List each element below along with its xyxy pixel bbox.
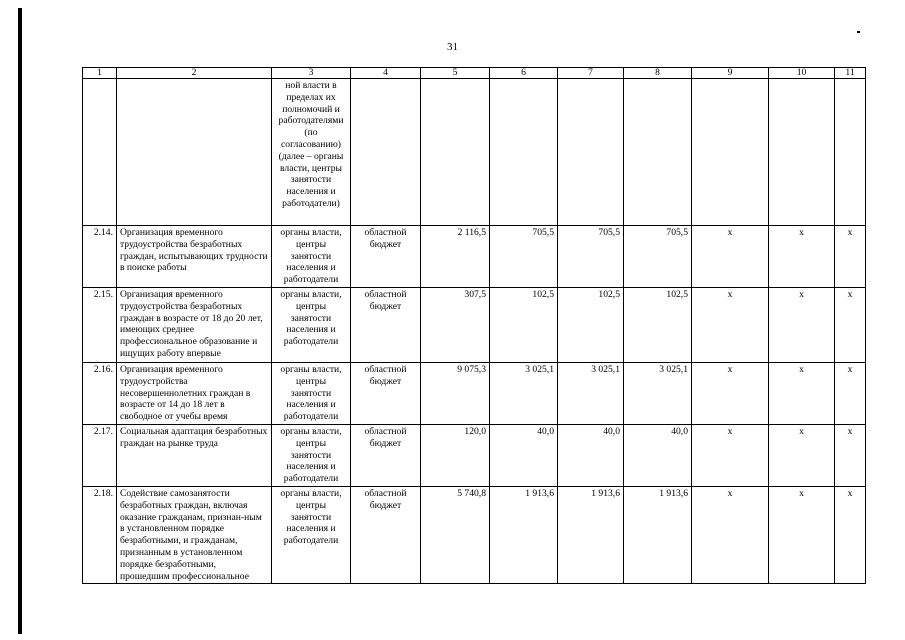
col11-cell: х: [835, 425, 866, 487]
measure-name-cell: Организация временного трудоустройства несовершеннолетних граждан в возрасте от 14 до 18 лет в свободное от учебы время: [117, 363, 272, 425]
total-amount-cell: 120,0: [421, 425, 490, 487]
table-row: [83, 288, 866, 363]
executor-cell: ной власти в пределах их полномочий и работодателями (по согласованию) (далее – органы власти, центры занятости населения и работодатели): [272, 79, 351, 226]
col10-cell: х: [769, 288, 835, 363]
year1-amount-cell: 40,0: [490, 425, 558, 487]
year1-amount-cell: 705,5: [490, 226, 558, 288]
year3-amount-cell: 40,0: [624, 425, 692, 487]
col11-cell: х: [835, 363, 866, 425]
header-cell: 5: [421, 68, 490, 79]
empty-cell: [558, 79, 624, 226]
row-number-cell: 2.15.: [83, 288, 117, 363]
header-cell: 11: [835, 68, 866, 79]
table-row: [83, 425, 866, 487]
col9-cell: х: [692, 487, 769, 584]
empty-cell: [83, 79, 117, 226]
total-amount-cell: 9 075,3: [421, 363, 490, 425]
table-row: [83, 363, 866, 425]
col10-cell: х: [769, 425, 835, 487]
empty-cell: [351, 79, 421, 226]
executor-cell: органы власти, центры занятости населения и работодатели: [272, 363, 351, 425]
scan-dot: [857, 31, 860, 33]
header-cell: 1: [83, 68, 117, 79]
table-row: [83, 487, 866, 584]
col11-cell: х: [835, 487, 866, 584]
header-cell: 9: [692, 68, 769, 79]
year2-amount-cell: 705,5: [558, 226, 624, 288]
header-cell: 6: [490, 68, 558, 79]
measure-name-cell: Содействие самозанятости безработных граждан, включая оказание гражданам, признан-ным в установленном порядке безработными, и гражданам, признанным в установленном порядке безработными, прошедшим профессиональное: [117, 487, 272, 584]
col9-cell: х: [692, 363, 769, 425]
page-number: 31: [447, 41, 458, 53]
row-number-cell: 2.16.: [83, 363, 117, 425]
program-table: [82, 67, 866, 584]
header-row: [83, 68, 866, 79]
year2-amount-cell: 1 913,6: [558, 487, 624, 584]
funding-source-cell: областной бюджет: [351, 425, 421, 487]
header-cell: 8: [624, 68, 692, 79]
col10-cell: х: [769, 363, 835, 425]
continuation-row: [83, 79, 866, 226]
year2-amount-cell: 40,0: [558, 425, 624, 487]
measure-name-cell: Организация временного трудоустройства безработных граждан в возрасте от 18 до 20 лет, имеющих среднее профессиональное образование и ищущих работу впервые: [117, 288, 272, 363]
executor-cell: органы власти, центры занятости населения и работодатели: [272, 487, 351, 584]
header-cell: 4: [351, 68, 421, 79]
year3-amount-cell: 3 025,1: [624, 363, 692, 425]
executor-cell: органы власти, центры занятости населения и работодатели: [272, 425, 351, 487]
year2-amount-cell: 3 025,1: [558, 363, 624, 425]
col9-cell: х: [692, 425, 769, 487]
empty-cell: [117, 79, 272, 226]
page-edge-bar: [18, 8, 22, 634]
year3-amount-cell: 705,5: [624, 226, 692, 288]
header-cell: 10: [769, 68, 835, 79]
col11-cell: х: [835, 288, 866, 363]
empty-cell: [835, 79, 866, 226]
year1-amount-cell: 1 913,6: [490, 487, 558, 584]
year3-amount-cell: 102,5: [624, 288, 692, 363]
col10-cell: х: [769, 226, 835, 288]
header-cell: 3: [272, 68, 351, 79]
empty-cell: [490, 79, 558, 226]
year1-amount-cell: 102,5: [490, 288, 558, 363]
total-amount-cell: 2 116,5: [421, 226, 490, 288]
empty-cell: [624, 79, 692, 226]
empty-cell: [769, 79, 835, 226]
col9-cell: х: [692, 226, 769, 288]
row-number-cell: 2.14.: [83, 226, 117, 288]
col9-cell: х: [692, 288, 769, 363]
empty-cell: [421, 79, 490, 226]
executor-cell: органы власти, центры занятости населения и работодатели: [272, 226, 351, 288]
header-cell: 2: [117, 68, 272, 79]
year2-amount-cell: 102,5: [558, 288, 624, 363]
row-number-cell: 2.18.: [83, 487, 117, 584]
funding-source-cell: областной бюджет: [351, 288, 421, 363]
year1-amount-cell: 3 025,1: [490, 363, 558, 425]
col10-cell: х: [769, 487, 835, 584]
col11-cell: х: [835, 226, 866, 288]
measure-name-cell: Организация временного трудоустройства безработных граждан, испытывающих трудности в поиске работы: [117, 226, 272, 288]
table-row: [83, 226, 866, 288]
measure-name-cell: Социальная адаптация безработных граждан на рынке труда: [117, 425, 272, 487]
total-amount-cell: 5 740,8: [421, 487, 490, 584]
funding-source-cell: областной бюджет: [351, 487, 421, 584]
executor-cell: органы власти, центры занятости населения и работодатели: [272, 288, 351, 363]
empty-cell: [692, 79, 769, 226]
funding-source-cell: областной бюджет: [351, 226, 421, 288]
total-amount-cell: 307,5: [421, 288, 490, 363]
header-cell: 7: [558, 68, 624, 79]
funding-source-cell: областной бюджет: [351, 363, 421, 425]
row-number-cell: 2.17.: [83, 425, 117, 487]
year3-amount-cell: 1 913,6: [624, 487, 692, 584]
